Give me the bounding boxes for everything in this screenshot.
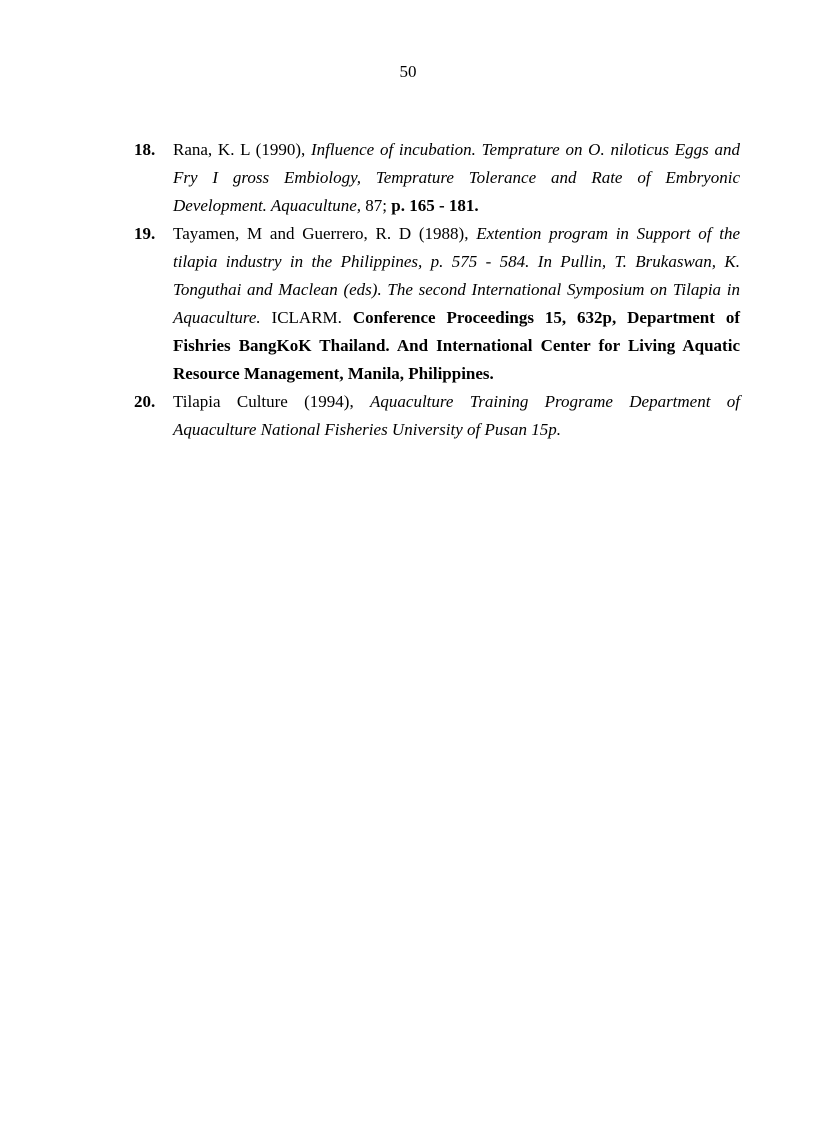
reference-item-20 <box>134 388 740 444</box>
reference-pages: p. 165 - 181. <box>391 196 479 215</box>
reference-authors: Rana, K. L (1990), <box>173 140 311 159</box>
reference-number: 19. <box>134 224 156 243</box>
reference-number: 20. <box>134 392 156 411</box>
reference-publisher: ICLARM. <box>260 308 353 327</box>
reference-proceedings: Conference Proceedings 15, 632p, Department of Fishries BangKoK Thailand. And International Center for Living Aquatic Resource Management, Manila, Philippines. <box>173 308 740 383</box>
reference-volume: 87; <box>361 196 392 215</box>
reference-title: Aquaculture Training Programe Department of Aquaculture National Fisheries University of Pusan 15p. <box>173 392 740 439</box>
reference-item-19 <box>134 220 740 388</box>
reference-authors: Tilapia Culture (1994), <box>173 392 371 411</box>
reference-item-18 <box>134 136 740 220</box>
reference-authors: Tayamen, M and Guerrero, R. D (1988), <box>173 224 477 243</box>
reference-title: Extention program in Support of the tilapia industry in the Philippines, p. 575 - 584. In Pullin, T. Brukaswan, K. Tonguthai and Maclean (eds). The second International Symposium on Tilapia in Aquaculture. <box>173 224 740 327</box>
page-number: 50 <box>399 62 417 81</box>
reference-list <box>134 136 740 444</box>
reference-number: 18. <box>134 140 156 159</box>
reference-title: Influence of incubation. Temprature on O. niloticus Eggs and Fry I gross Embiology, Temprature Tolerance and Rate of Embryonic Development. Aquacultune, <box>173 140 740 215</box>
